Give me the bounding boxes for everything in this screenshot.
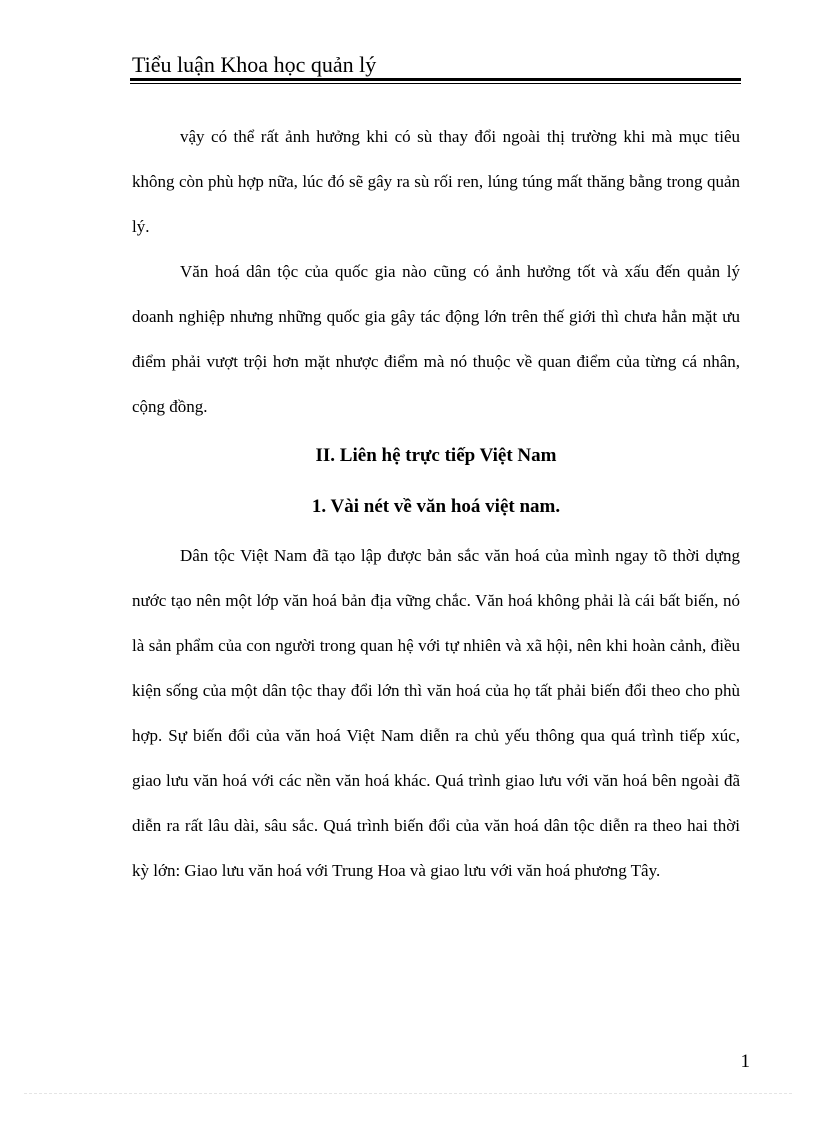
paragraph-vietnam-culture: Dân tộc Việt Nam đã tạo lập được bản sắc văn hoá của mình ngay tõ thời dựng nước tạo nên một lớp văn hoá bản địa vững chắc. Văn hoá không phải là cái bất biến, nó là sản phẩm của con người trong quan hệ với tự nhiên và xã hội, nên khi hoàn cảnh, điều kiện sống của một dân tộc thay đổi lớn thì văn hoá của họ tất phải biến đổi theo cho phù hợp. Sự biến đổi của văn hoá Việt Nam diễn ra chủ yếu thông qua quá trình tiếp xúc, giao lưu văn hoá với các nền văn hoá khác. Quá trình giao lưu với văn hoá bên ngoài đã diễn ra rất lâu dài, sâu sắc. Quá trình biến đổi của văn hoá dân tộc diễn ra theo hai thời kỳ lớn: Giao lưu văn hoá với Trung Hoa và giao lưu với văn hoá phương Tây.: [132, 546, 740, 880]
page-bottom-border: [24, 1093, 792, 1094]
paragraph-continuation: vậy có thể rất ảnh hưởng khi có sù thay đổi ngoài thị trường khi mà mục tiêu không còn phù hợp nữa, lúc đó sẽ gây ra sù rối ren, lúng túng mất thăng bằng trong quản lý.: [132, 127, 740, 236]
section-heading: II. Liên hệ trực tiếp Việt Nam: [315, 445, 557, 466]
header-rule-thick: [130, 78, 741, 81]
page-header-title: Tiểu luận Khoa học quản lý: [132, 52, 377, 77]
header-rule-thin: [130, 83, 741, 84]
document-body: [132, 114, 740, 893]
page-number: 1: [740, 1051, 750, 1072]
paragraph-culture-influence: Văn hoá dân tộc của quốc gia nào cũng có ảnh hưởng tốt và xấu đến quản lý doanh nghiệp nhưng những quốc gia gây tác động lớn trên thế giới thì chưa hẳn mặt ưu điểm phải vượt trội hơn mặt nhược điểm mà nó thuộc về quan điểm của từng cá nhân, cộng đồng.: [132, 262, 740, 416]
subsection-heading: 1. Vài nét về văn hoá việt nam.: [311, 496, 561, 517]
